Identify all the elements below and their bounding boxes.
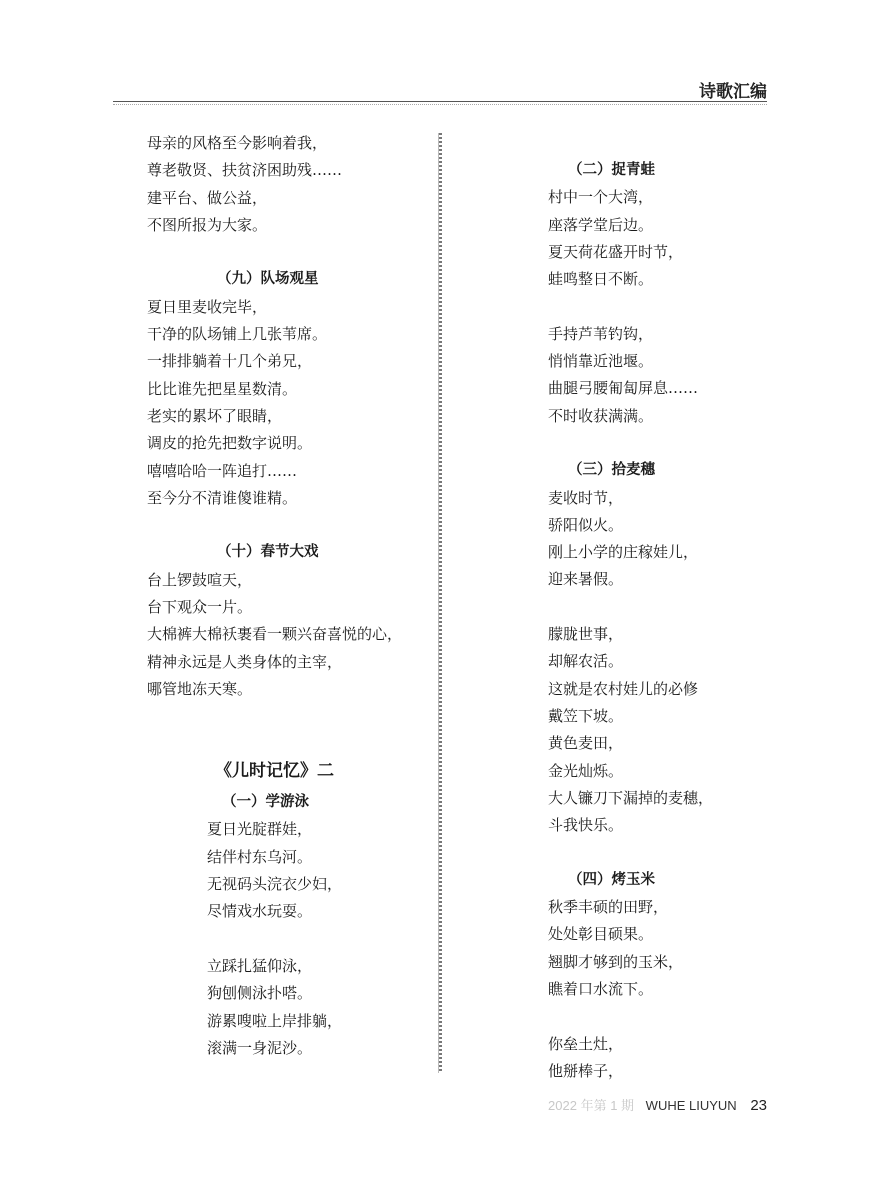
poem-line: 大棉裤大棉袄裹看一颗兴奋喜悦的心， xyxy=(147,625,403,644)
poem-line: 他掰棒子， xyxy=(548,1061,624,1080)
poem-line: 狗刨侧泳扑嗒。 xyxy=(207,984,313,1003)
part-two-title: 《儿时记忆》二 xyxy=(215,760,334,781)
header-rule-dotted xyxy=(113,104,767,105)
intro-stanza xyxy=(147,130,437,239)
section-title-4: （四）烤玉米 xyxy=(568,871,655,888)
section-3-stanza xyxy=(548,485,768,840)
poem-line: 黄色麦田， xyxy=(548,734,624,753)
section-2-stanza xyxy=(548,184,768,430)
poem-line: 结伴村东乌河。 xyxy=(207,847,313,866)
magazine-name: WUHE LIUYUN xyxy=(645,1098,737,1113)
poem-line: 滚满一身泥沙。 xyxy=(207,1038,313,1057)
poem-line: 哪管地冻天寒。 xyxy=(147,679,253,698)
poem-line: 瞧着口水流下。 xyxy=(548,979,654,998)
poem-line: 翘脚才够到的玉米， xyxy=(548,952,684,971)
poem-line: 至今分不清谁傻谁精。 xyxy=(147,488,298,507)
poem-line: 座落学堂后边。 xyxy=(548,215,654,234)
poem-line: 精神永远是人类身体的主宰， xyxy=(147,652,343,671)
poem-line: 尽情戏水玩耍。 xyxy=(207,902,313,921)
section-title-9: （九）队场观星 xyxy=(217,271,319,288)
poem-line: 村中一个大湾， xyxy=(548,188,654,207)
poem-line: 比比谁先把星星数清。 xyxy=(147,379,298,398)
issue-label: 2022 年第 1 期 xyxy=(548,1098,635,1113)
poem-line: 台下观众一片。 xyxy=(147,598,253,617)
section-title-10: （十）春节大戏 xyxy=(217,544,319,561)
poem-line: 母亲的风格至今影响着我， xyxy=(147,134,328,152)
left-column xyxy=(147,130,437,1062)
right-column xyxy=(548,157,768,1085)
section-1-stanza xyxy=(147,816,437,1062)
section-title-1: （一）学游泳 xyxy=(222,794,309,811)
poem-line: 夏天荷花盛开时节， xyxy=(548,242,684,261)
section-title-3: （三）拾麦穗 xyxy=(568,462,655,479)
poem-line: 刚上小学的庄稼娃儿， xyxy=(548,543,699,562)
poem-line: 不图所报为大家。 xyxy=(147,215,268,234)
section-4-stanza xyxy=(548,894,768,1085)
poem-line: 戴笠下坡。 xyxy=(548,706,624,725)
poem-line: 嘻嘻哈哈一阵追打…… xyxy=(147,461,298,480)
column-divider xyxy=(438,133,442,1073)
poem-line: 调皮的抢先把数字说明。 xyxy=(147,434,313,453)
poem-line: 却解农活。 xyxy=(548,652,624,671)
poem-line: 曲腿弓腰匍匐屏息…… xyxy=(548,379,699,398)
poem-line: 蛙鸣整日不断。 xyxy=(548,270,654,289)
poem-line: 你垒土灶， xyxy=(548,1034,624,1053)
poem-line: 游累嗖啦上岸排躺， xyxy=(207,1011,343,1030)
poem-line: 无视码头浣衣少妇， xyxy=(207,875,343,894)
header-rule xyxy=(113,101,767,102)
poem-line: 不时收获满满。 xyxy=(548,406,654,425)
poem-line: 金光灿烁。 xyxy=(548,761,624,780)
poem-line: 迎来暑假。 xyxy=(548,570,624,589)
poem-line: 老实的累坏了眼睛， xyxy=(147,406,283,425)
poem-line: 夏日光腚群娃， xyxy=(207,820,313,839)
poem-line: 尊老敬贤、扶贫济困助残…… xyxy=(147,161,343,180)
section-title-2: （二）捉青蛙 xyxy=(568,162,655,178)
poem-line: 建平台、做公益， xyxy=(147,188,268,207)
poem-line: 夏日里麦收完毕， xyxy=(147,297,268,316)
poem-line: 这就是农村娃儿的必修 xyxy=(548,679,699,698)
section-9-stanza xyxy=(147,294,437,512)
poem-line: 台上锣鼓喧天， xyxy=(147,570,253,589)
poem-line: 朦胧世事， xyxy=(548,625,624,644)
page-footer xyxy=(548,1095,767,1114)
poem-line: 干净的队场铺上几张苇席。 xyxy=(147,325,328,344)
page-header-title: 诗歌汇编 xyxy=(699,82,767,102)
poem-line: 悄悄靠近池堰。 xyxy=(548,352,654,371)
section-10-stanza xyxy=(147,567,437,703)
poem-line: 秋季丰硕的田野， xyxy=(548,898,669,917)
poem-line: 手持芦苇钓钩， xyxy=(548,324,654,343)
page-number: 23 xyxy=(750,1097,767,1114)
poem-line: 骄阳似火。 xyxy=(548,515,624,534)
poem-line: 大人镰刀下漏掉的麦穗， xyxy=(548,788,714,807)
poem-line: 斗我快乐。 xyxy=(548,816,624,835)
poem-line: 一排排躺着十几个弟兄， xyxy=(147,352,313,371)
poem-line: 麦收时节， xyxy=(548,488,624,507)
poem-line: 立踩扎猛仰泳， xyxy=(207,956,313,975)
poem-line: 处处彰目硕果。 xyxy=(548,925,654,944)
